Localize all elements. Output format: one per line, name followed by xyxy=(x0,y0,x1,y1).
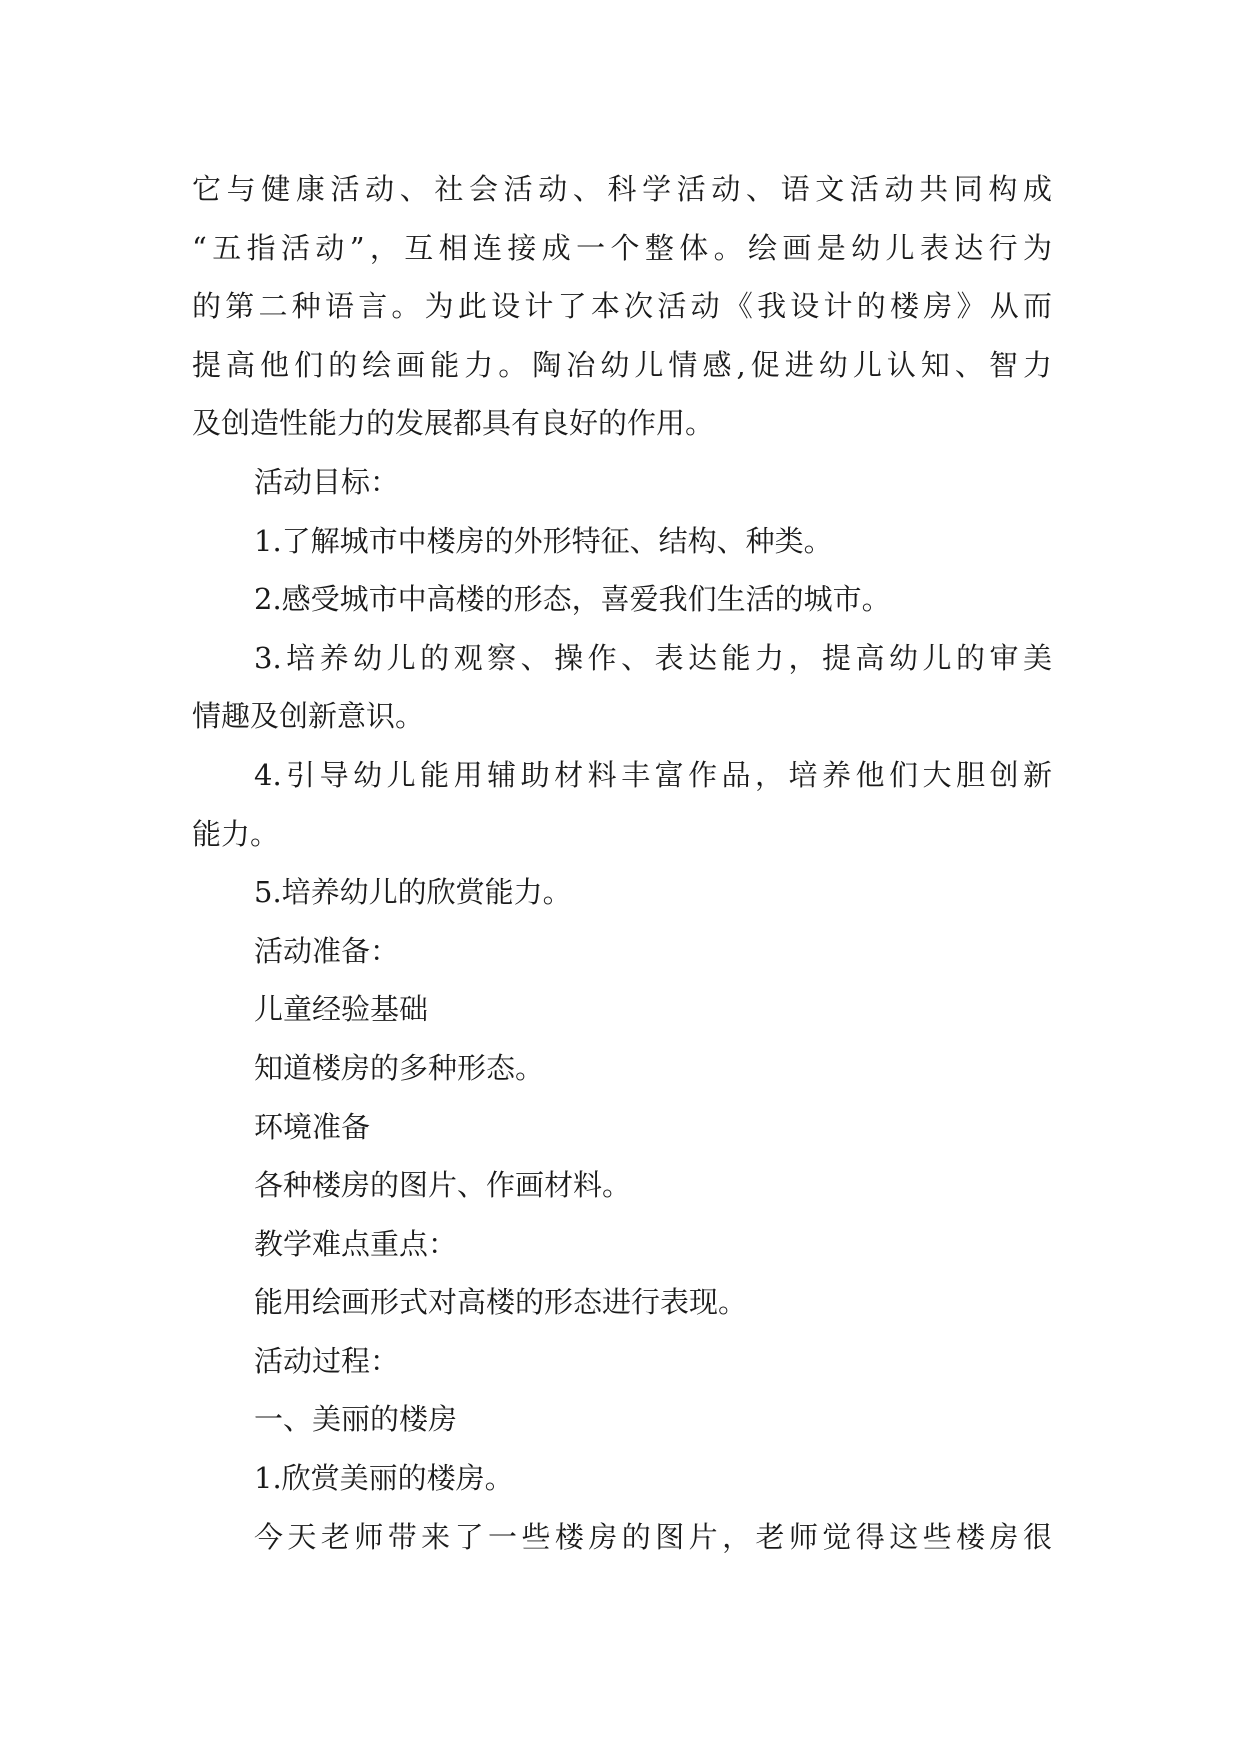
list-item: 1.了解城市中楼房的外形特征、结构、种类。 xyxy=(254,523,833,558)
list-item-continuation: 情趣及创新意识。 xyxy=(192,699,425,734)
paragraph-line: 它与健康活动、社会活动、科学活动、语文活动共同构成 xyxy=(192,172,1052,206)
paragraph-line: 提高他们的绘画能力。陶冶幼儿情感,促进幼儿认知、智力 xyxy=(192,347,1052,382)
list-item-continuation: 能力。 xyxy=(192,816,280,851)
section-heading: 活动过程： xyxy=(254,1343,400,1378)
paragraph-line: 能用绘画形式对高楼的形态进行表现。 xyxy=(254,1285,748,1320)
list-item: 5.培养幼儿的欣赏能力。 xyxy=(254,875,572,910)
section-heading: 活动准备： xyxy=(254,933,400,968)
list-item: 4.引导幼儿能用辅助材料丰富作品，培养他们大胆创新 xyxy=(254,757,1052,792)
paragraph-line: 今天老师带来了一些楼房的图片，老师觉得这些楼房很 xyxy=(254,1519,1052,1554)
section-heading: 活动目标： xyxy=(254,464,400,499)
paragraph-line: 的第二种语言。为此设计了本次活动《我设计的楼房》从而 xyxy=(192,289,1052,324)
sub-heading: 环境准备 xyxy=(254,1109,371,1144)
sub-heading: 一、美丽的楼房 xyxy=(254,1402,458,1437)
list-item: 2.感受城市中高楼的形态，喜爱我们生活的城市。 xyxy=(254,582,891,617)
sub-heading: 儿童经验基础 xyxy=(254,992,429,1027)
paragraph-line: “五指活动”，互相连接成一个整体。绘画是幼儿表达行为 xyxy=(192,230,1052,265)
list-item: 3.培养幼儿的观察、操作、表达能力，提高幼儿的审美 xyxy=(254,640,1052,675)
paragraph-line: 各种楼房的图片、作画材料。 xyxy=(254,1168,632,1203)
paragraph-line: 知道楼房的多种形态。 xyxy=(254,1050,545,1085)
paragraph-line: 及创造性能力的发展都具有良好的作用。 xyxy=(192,406,715,441)
section-heading: 教学难点重点： xyxy=(254,1226,458,1261)
document-body xyxy=(192,160,1052,1566)
list-item: 1.欣赏美丽的楼房。 xyxy=(254,1461,514,1496)
